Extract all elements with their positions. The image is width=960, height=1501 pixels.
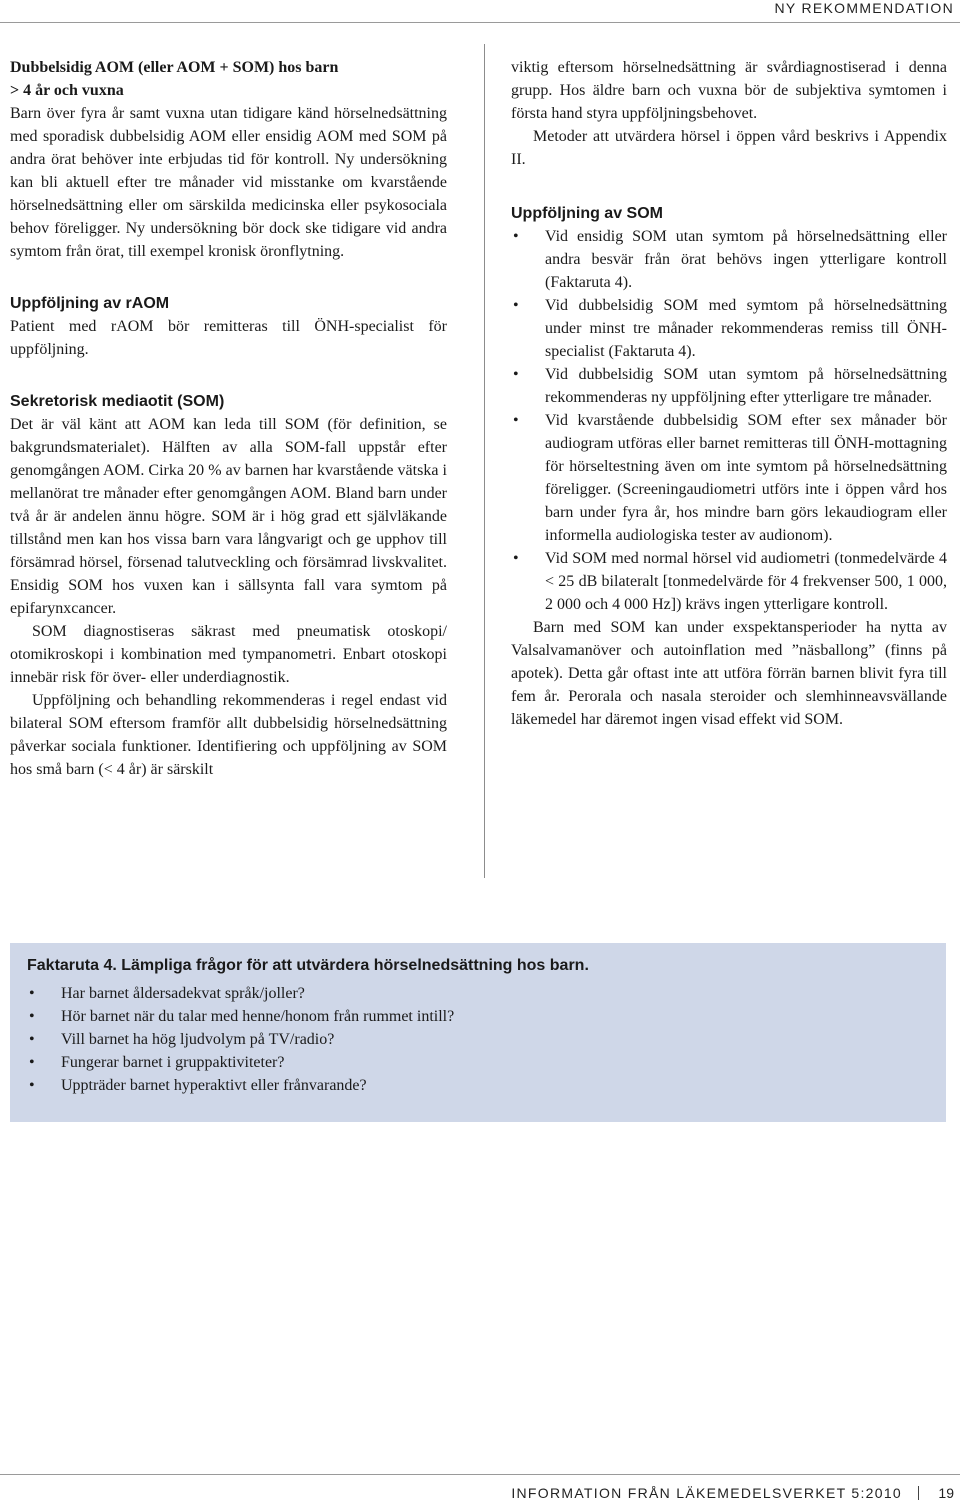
list-item-text: Vill barnet ha hög ljudvolym på TV/radio? — [61, 1031, 335, 1048]
list-item-text: Vid kvarstående dubbelsidig SOM efter sex månader bör audiogram utföras eller barnet remitteras till ÖNH-mottagning för hörseltestning även om inte symtom på hörselnedsättning föreligger. (Screeningaudiometri utförs inte i öppen vård hos barn under fyra år, hos mindre barn görs lekaudiogram eller informella audiologiska tester av audionom). — [545, 412, 947, 544]
bullet-icon: • — [513, 228, 519, 245]
list-item — [511, 294, 947, 363]
paragraph-continued: viktig eftersom hörselnedsättning är svårdiagnostiserad i denna grupp. Hos äldre barn och vuxna bör de subjektiva symtomen i första hand styra uppföljningsbehovet. — [511, 59, 947, 122]
paragraph-methods: Metoder att utvärdera hörsel i öppen vård beskrivs i Appendix II. — [511, 128, 947, 168]
paragraph-som-3: Uppföljning och behandling rekommenderas i regel endast vid bilateral SOM eftersom framför allt dubbelsidig hörselnedsättning påverkar sociala funktioner. Identifiering och uppföljning av SOM hos små barn (< 4 år) är särskilt — [10, 692, 447, 778]
list-item-text: Fungerar barnet i gruppaktiviteter? — [61, 1054, 285, 1071]
section-label: NY REKOMMENDATION — [774, 0, 954, 16]
list-item — [511, 225, 947, 294]
list-item-text: Vid dubbelsidig SOM med symtom på hörselnedsättning under minst tre månader rekommenderas remiss till ÖNH-specialist (Faktaruta 4). — [545, 297, 947, 360]
footer-separator — [918, 1486, 919, 1500]
section-heading-raom: Uppföljning av rAOM — [10, 295, 170, 312]
list-item — [27, 1051, 927, 1074]
factbox-question-list — [27, 982, 927, 1097]
som-followup-list — [511, 225, 947, 616]
paragraph-valsalva: Barn med SOM kan under exspektansperioder ha nytta av Valsalvamanöver och autoinflation med ”näsballong” (finns på apotek). Detta går oftast inte att utföra förrän barnen blivit fyra till fem år. Perorala och nasala steroider och slemhinneavsvällande läkemedel har däremot ingen visad effekt vid SOM. — [511, 619, 947, 728]
section-heading-aom-over-4 — [10, 56, 447, 102]
bullet-icon: • — [513, 412, 519, 429]
heading-line-2: > 4 år och vuxna — [10, 82, 124, 99]
bullet-icon: • — [29, 985, 35, 1002]
footer-rule — [0, 1474, 960, 1475]
left-column — [10, 56, 447, 781]
bullet-icon: • — [29, 1031, 35, 1048]
list-item — [27, 1028, 927, 1051]
list-item — [27, 1074, 927, 1097]
factbox-4 — [10, 943, 946, 1122]
column-divider — [484, 44, 485, 878]
paragraph-raom: Patient med rAOM bör remitteras till ÖNH-specialist för uppföljning. — [10, 318, 447, 358]
bullet-icon: • — [29, 1077, 35, 1094]
paragraph-som-2: SOM diagnostiseras säkrast med pneumatisk otoskopi/ otomikroskopi i kombination med tympanometri. Enbart otoskopi innebär risk för över- eller underdiagnostik. — [10, 623, 447, 686]
paragraph-aom-over-4: Barn över fyra år samt vuxna utan tidigare känd hörselnedsättning med sporadisk dubbelsidig AOM eller ensidig AOM med SOM på andra örat behöver inte erbjudas tid för kontroll. Ny undersökning kan bli aktuell efter tre månader vid misstanke om kvarstående hörselnedsättning eller om särskilda medicinska eller psykosociala behov föreligger. Ny undersökning bör dock ske tidigare vid andra symtom från örat, till exempel kronisk öronflytning. — [10, 105, 447, 260]
list-item — [511, 363, 947, 409]
paragraph-som-1: Det är väl känt att AOM kan leda till SOM (för definition, se bakgrundsmaterialet). Hälften av alla SOM-fall uppstår efter genomgången AOM. Cirka 20 % av barnen har kvarstående vätska i mellanörat tre månader efter genomgången AOM. Bland barn under två år är andelen ännu högre. SOM är i hög grad ett självläkande tillstånd men kan hos vissa barn vara långvarigt och ge upphov till försämrad hörsel, försenad talutveckling och försämrad livskvalitet. Ensidig SOM hos vuxen kan i sällsynta fall vara symtom på epifarynxcancer. — [10, 416, 447, 617]
list-item-text: Har barnet åldersadekvat språk/joller? — [61, 985, 305, 1002]
list-item-text: Vid SOM med normal hörsel vid audiometri (tonmedelvärde 4 < 25 dB bilateralt [tonmedelvärde för 4 frekvenser 500, 1 000, 2 000 och 4 000 Hz]) krävs ingen ytterligare kontroll. — [545, 550, 947, 613]
list-item — [511, 409, 947, 547]
list-item-text: Vid dubbelsidig SOM utan symtom på hörselnedsättning rekommenderas ny uppföljning efter ytterligare tre månader. — [545, 366, 947, 406]
bullet-icon: • — [29, 1008, 35, 1025]
list-item-text: Uppträder barnet hyperaktivt eller frånvarande? — [61, 1077, 367, 1094]
list-item — [511, 547, 947, 616]
page-number: 19 — [938, 1485, 954, 1501]
list-item — [27, 1005, 927, 1028]
list-item-text: Hör barnet när du talar med henne/honom från rummet intill? — [61, 1008, 455, 1025]
header-rule — [0, 22, 960, 23]
factbox-title: Faktaruta 4. Lämpliga frågor för att utvärdera hörselnedsättning hos barn. — [27, 957, 589, 974]
bullet-icon: • — [513, 297, 519, 314]
section-heading-som: Sekretorisk mediaotit (SOM) — [10, 393, 225, 410]
bullet-icon: • — [513, 366, 519, 383]
footer-publication: INFORMATION FRÅN LÄKEMEDELSVERKET 5:2010 — [511, 1485, 902, 1501]
heading-line-1: Dubbelsidig AOM (eller AOM + SOM) hos barn — [10, 59, 339, 76]
list-item-text: Vid ensidig SOM utan symtom på hörselnedsättning eller andra besvär från örat behövs ingen ytterligare kontroll (Faktaruta 4). — [545, 228, 947, 291]
bullet-icon: • — [29, 1054, 35, 1071]
section-heading-som-followup: Uppföljning av SOM — [511, 205, 663, 222]
bullet-icon: • — [513, 550, 519, 567]
right-column — [511, 56, 947, 731]
list-item — [27, 982, 927, 1005]
